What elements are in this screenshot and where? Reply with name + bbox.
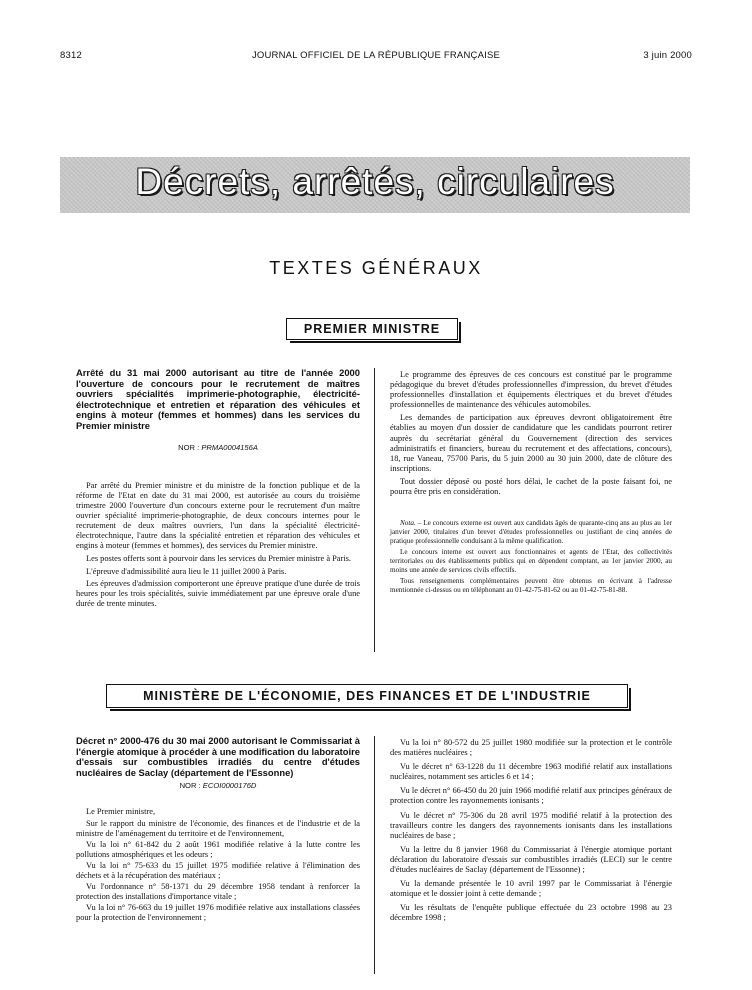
paragraph: Le concours interne est ouvert aux fonctionnaires et agents de l'Etat, des collectivités territoriales ou des établissements publics qui en dépendent comptant, au 1er janvier 2000, au moins une année de services civils effectifs. <box>390 548 672 575</box>
column-rule <box>374 368 375 652</box>
paragraph: Vu la loi n° 80-572 du 25 juillet 1980 modifiée sur la protection et le contrôle des matières nucléaires ; <box>390 738 672 758</box>
paragraph: Vu la demande présentée le 10 avril 1997 par le Commissariat à l'énergie atomique et le dossier joint à cette demande ; <box>390 879 672 899</box>
paragraph: Vu le décret n° 63-1228 du 11 décembre 1963 modifié relatif aux installations nucléaires, notamment ses articles 6 et 14 ; <box>390 762 672 782</box>
paragraph: Vu la lettre du 8 janvier 1968 du Commissariat à l'énergie atomique portant déclaration du laboratoire d'essais sur combustibles irradiés (LECI) sur le centre d'études nucléaires de Saclay (département de l'Essonne) ; <box>390 844 672 875</box>
arrete-title: Arrêté du 31 mai 2000 autorisant au titre de l'année 2000 l'ouverture de concours pour le recrutement de maîtres ouvriers spécialités imprimerie-photographie, électricité-électrotechnique et entretien et réparation des véhicules et engins à moteur (femmes et hommes) dans les services du Premier ministre <box>76 367 360 431</box>
paragraph: Le Premier ministre, <box>86 807 156 817</box>
arrete-note <box>390 519 672 595</box>
banner-title: Décrets, arrêtés, circulaires <box>135 161 615 202</box>
arrete-left-column <box>76 368 360 609</box>
decret-body-left <box>76 807 360 923</box>
paragraph: Sur le rapport du ministre de l'économie, des finances et de l'industrie et de la ministre de l'aménagement du territoire et de l'environnement, <box>76 818 360 838</box>
paragraph: Vu l'ordonnance n° 58-1371 du 29 décembre 1958 tendant à renforcer la protection des installations d'importance vitale ; <box>76 882 360 902</box>
nor-code: PRMA0004156A <box>201 442 258 452</box>
ministry-heading-economie: MINISTÈRE DE L'ÉCONOMIE, DES FINANCES ET DE L'INDUSTRIE <box>106 684 628 708</box>
decret-right-column <box>390 738 672 924</box>
paragraph: Tout dossier déposé ou posté hors délai, le cachet de la poste faisant foi, ne pourra être pris en considération. <box>390 476 672 497</box>
nor-label: NOR : <box>179 781 201 791</box>
paragraph: Vu le décret n° 66-450 du 20 juin 1966 modifié relatif aux principes généraux de protection contre les rayonnements ionisants ; <box>390 786 672 806</box>
decret-title: Décret n° 2000-476 du 30 mai 2000 autorisant le Commissariat à l'énergie atomique à procéder à une modification du laboratoire d'essais sur combustibles irradiés du centre d'études nucléaires de Saclay (département de l'Essonne) <box>76 735 360 778</box>
decret-nor <box>76 781 360 791</box>
paragraph: Vu le décret n° 75-306 du 28 avril 1975 modifié relatif à la protection des travailleurs contre les dangers des rayonnements ionisants dans les installations nucléaires de base ; <box>390 810 672 840</box>
journal-title: JOURNAL OFFICIEL DE LA RÉPUBLIQUE FRANÇAISE <box>251 50 501 61</box>
paragraph: L'épreuve d'admissibilité aura lieu le 11 juillet 2000 à Paris. <box>86 567 287 577</box>
section-banner <box>60 157 690 213</box>
arrete-nor <box>76 443 360 453</box>
paragraph <box>390 519 672 546</box>
paragraph: Vu la loi n° 61-842 du 2 août 1961 modifiée relative à la lutte contre les pollutions atmosphériques et les odeurs ; <box>76 839 360 859</box>
paragraph: Tous renseignements complémentaires peuvent être obtenus en écrivant à l'adresse mentionnée ci-dessus ou en téléphonant au 01-42-75-81-62 ou au 01-42-75-81-88. <box>390 577 672 595</box>
arrete-body-left <box>76 481 360 609</box>
page-number: 8312 <box>60 50 82 61</box>
paragraph: Le programme des épreuves de ces concours est constitué par le programme pédagogique du brevet d'études professionnelles d'impression, du brevet d'études professionnelles d'installation et équipements électriques et du brevet d'études professionnelles de maintenance des véhicules automobiles. <box>390 370 672 410</box>
paragraph: Les postes offerts sont à pourvoir dans les services du Premier ministre à Paris. <box>86 554 351 564</box>
paragraph: Vu la loi n° 75-633 du 15 juillet 1975 modifiée relative à l'élimination des déchets et à la récupération des matériaux ; <box>76 860 360 881</box>
arrete-right-column <box>390 370 672 595</box>
paragraph: Vu la loi n° 76-663 du 19 juillet 1976 modifiée relative aux installations classées pour la protection de l'environnement ; <box>76 903 360 923</box>
column-rule <box>374 736 375 974</box>
paragraph: Les demandes de participation aux épreuves devront obligatoirement être établies au moyen d'un dossier de candidature que les candidats pourront retirer auprès du secrétariat général du Gouvernement (direction des services administratifs et financiers, bureau du recrutement et des affectations, concours), 18, rue Vaneau, 75700 Paris, du 5 juin 2000 au 30 juin 2000, date de clôture des inscriptions. <box>390 413 672 473</box>
paragraph: Par arrêté du Premier ministre et du ministre de la fonction publique et de la réforme de l'Etat en date du 31 mai 2000, est autorisée au cours du troisième trimestre 2000 l'ouverture d'un concours externe pour le recrutement d'un maître ouvrier spécialité imprimerie-photographie, de deux concours internes pour le recrutement de deux maîtres ouvriers, l'un dans la spécialité électricité-électrotechnique, l'autre dans la spécialité entretien et réparation des véhicules et engins à moteur (femmes et hommes), des services du Premier ministre. <box>76 480 360 551</box>
note-text: – Le concours externe est ouvert aux candidats âgés de quarante-cinq ans au plus au 1er janvier 2000, titulaires d'un brevet d'études professionnelles ou justifiant de cinq années de pratique professionnelle conduisant à la même qualification. <box>390 519 672 546</box>
issue-date: 3 juin 2000 <box>643 50 692 61</box>
paragraph: Les épreuves d'admission comporteront une épreuve pratique d'une durée de trois heures pour les trois spécialités, suivie immédiatement par une épreuve orale d'une durée de trente minutes. <box>76 578 360 608</box>
section-title: TEXTES GÉNÉRAUX <box>269 258 483 278</box>
nor-label: NOR : <box>178 442 200 452</box>
ministry-heading-premier-ministre: PREMIER MINISTRE <box>286 318 458 340</box>
nor-code: ECOI0000176D <box>202 781 257 791</box>
note-lead: Nota. <box>400 519 416 528</box>
decret-left-column <box>76 736 360 924</box>
paragraph: Vu les résultats de l'enquête publique effectuée du 23 octobre 1998 au 23 décembre 1998 ; <box>390 903 672 923</box>
